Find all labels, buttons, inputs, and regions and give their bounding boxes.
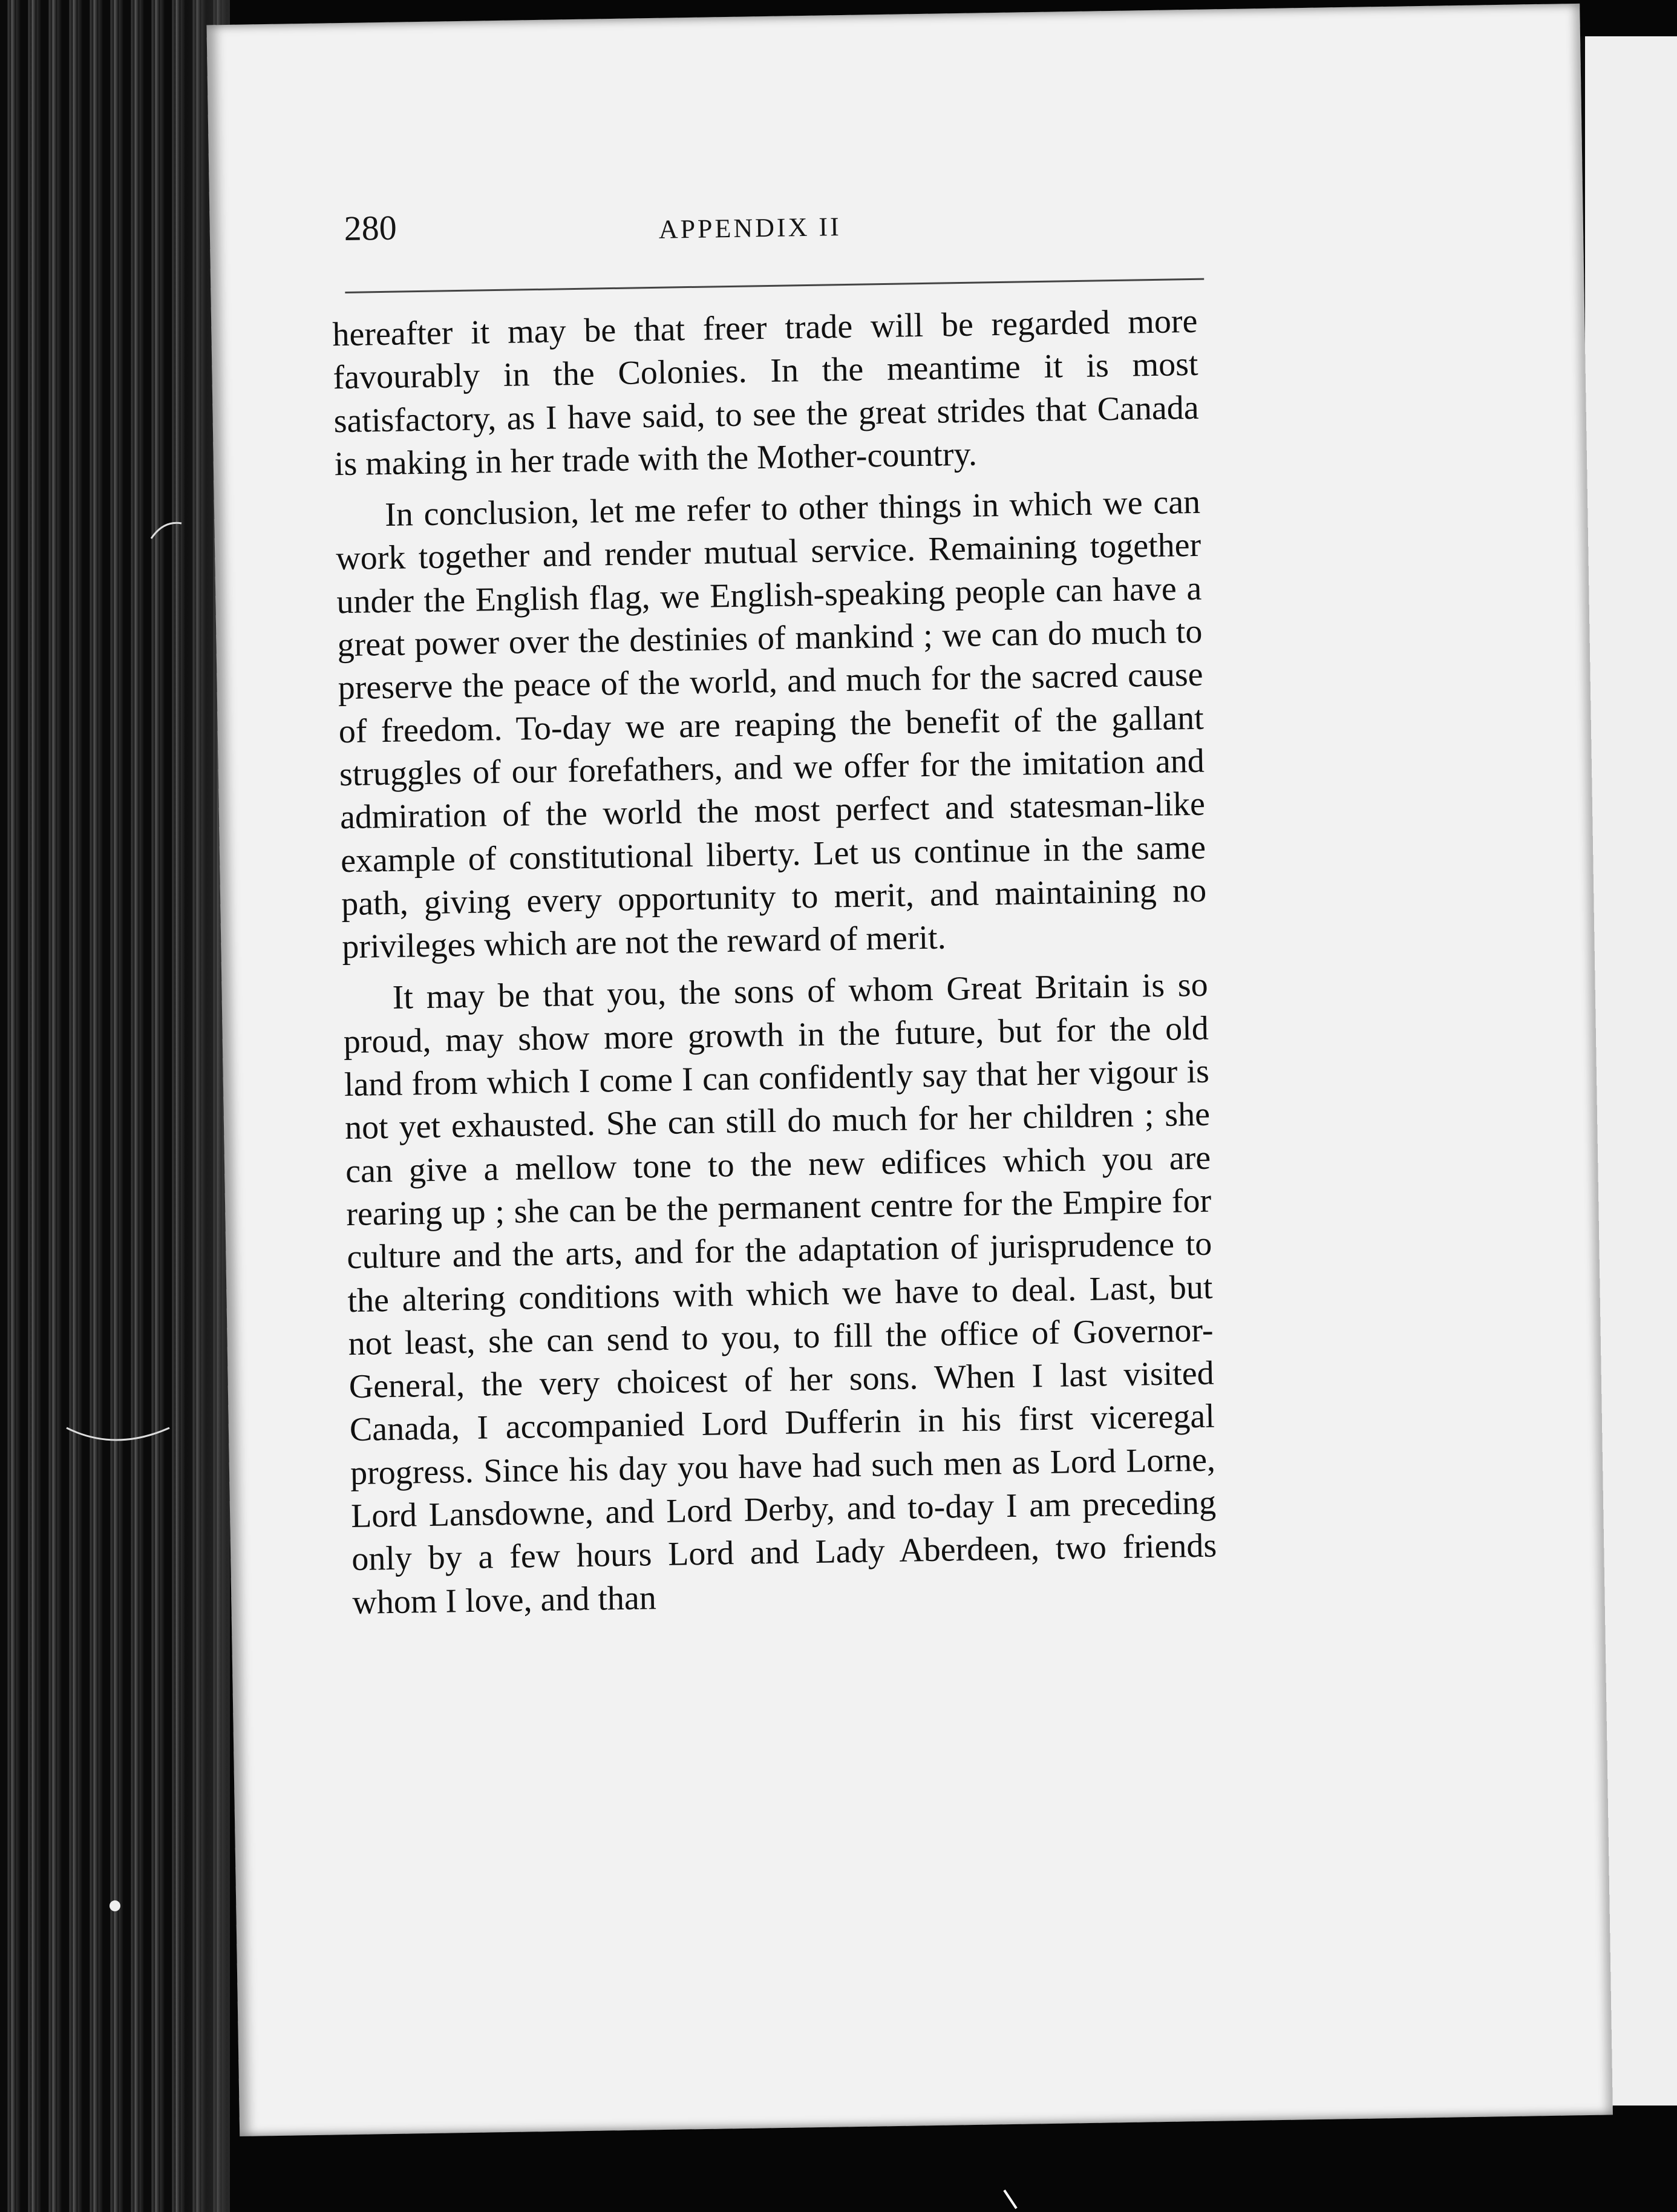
book-page-edges [0, 0, 230, 2212]
book-page [206, 4, 1613, 2136]
paragraph-great-britain: It may be that you, the sons of whom Great Britain is so proud, may show more growth in the future, but for the old land from which I come I can confidently say that her vigour is not yet exhausted. She can still do much for her children ; she can give a mellow tone to the new edifices which you are rearing up ; she can be the permanent centre for the Empire for culture and the arts, and for the adaptation of jurisprudence to the altering conditions with which we have to deal. Last, but not least, she can send to you, to fill the office of Governor-General, the very choicest of her sons. When I last visited Canada, I accompanied Lord Dufferin in his first viceregal progress. Since his day you have had such men as Lord Lorne, Lord Lansdowne, and Lord Derby, and to-day I am preceding only by a few hours Lord and Lady Aberdeen, two friends whom I love, and than [343, 966, 1217, 1621]
paragraph-conclusion: In conclusion, let me refer to other things in which we can work together and render mutual service. Remaining together under the English flag, we English-speaking people can have a great power over the destinies of mankind ; we can do much to preserve the peace of the world, and much for the sacred cause of freedom. To-day we are reaping the benefit of the gallant struggles of our forefathers, and we offer for the imitation and admiration of the world the most perfect and statesman-like example of constitutional liberty. Let us continue in the same path, giving every opportunity to merit, and maintaining no privileges which are not the reward of merit. [335, 483, 1207, 966]
page-number: 280 [344, 208, 397, 248]
paragraph-continued: hereafter it may be that freer trade will be regarded more favourably in the Colonies. In the meantime it is most satisfactory, as I have said, to see the great strides that Canada is making in her trade with the Mother-country. [332, 302, 1200, 483]
header-rule [345, 278, 1204, 293]
running-head [344, 195, 1204, 281]
body-text [332, 300, 1218, 1625]
section-title: APPENDIX II [658, 212, 842, 244]
